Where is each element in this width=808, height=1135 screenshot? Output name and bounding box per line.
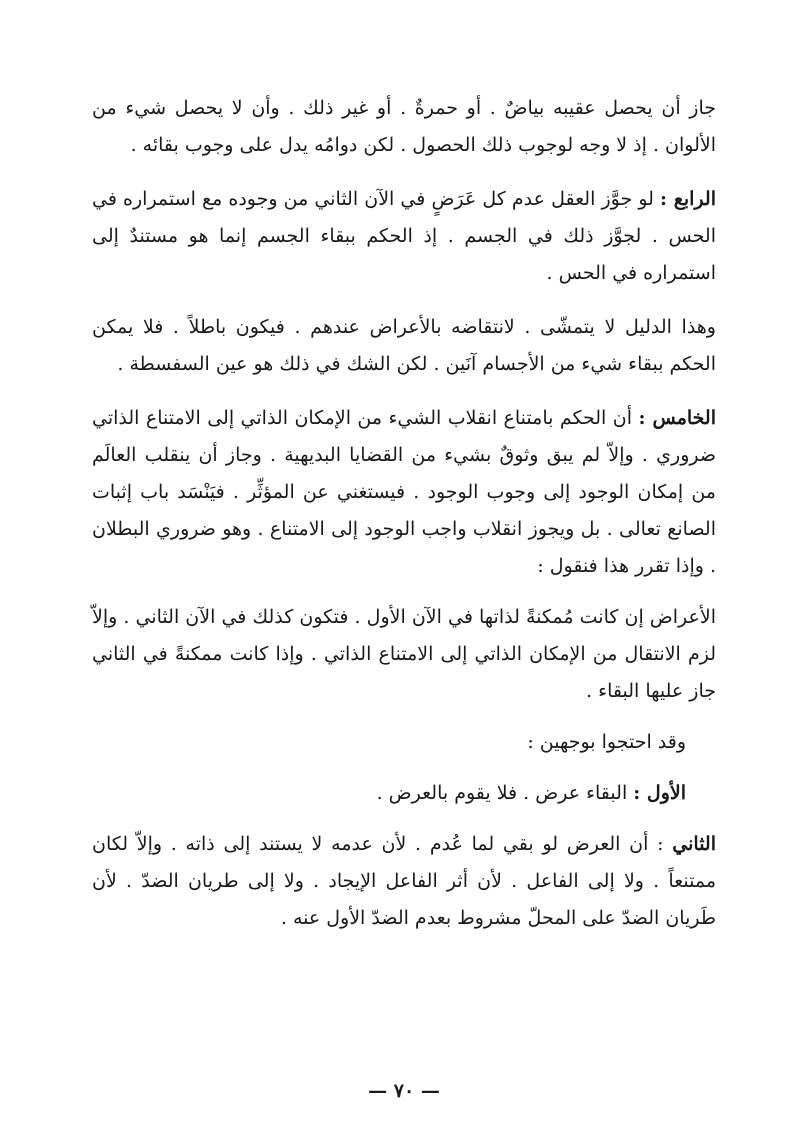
paragraph-4-text: أن الحكم بامتناع انقلاب الشيء من الإمكان الذاتي إلى الامتناع الذاتي ضروري . وإلاّ لم يبق وثوقٌ بشيء من القضايا البديهية . وجاز أن ينقلب العالَم من إمكان الوجود إلى وجوب الوجود . فيستغني عن المؤثِّر . فيَنْسَد باب إثبات الصانع تعالى . بل ويجوز انقلاب واجب الوجود إلى الامتناع . وهو ضروري البطلان . وإذا تقرر هذا فنقول :	[92, 407, 716, 577]
paragraph-8-text: : أن العرض لو بقي لما عُدم . لأن عدمه لا يستند إلى ذاته . وإلاّ لكان ممتنعاً . ولا إلى الفاعل . لأن أثر الفاعل الإيجاد . ولا إلى طريان الضدّ . لأن طَريان الضدّ على المحلّ مشروط بعدم الضدّ الأول عنه .	[92, 833, 716, 929]
paragraph-3-text: وهذا الدليل لا يتمشّى . لانتقاضه بالأعراض عندهم . فيكون باطلاً . فلا يمكن الحكم ببقاء شيء من الأجسام آنَين . لكن الشك في ذلك هو عين السفسطة .	[92, 316, 716, 375]
paragraph-5-text: الأعراض إن كانت مُمكنةً لذاتها في الآن الأول . فتكون كذلك في الآن الثاني . وإلاّ لزم الانتقال من الإمكان الذاتي إلى الامتناع الذاتي . وإذا كانت ممكنةً في الثاني جاز عليها البقاء .	[92, 606, 716, 702]
paragraph-2-text: لو جوَّز العقل عدم كل عَرَضٍ في الآن الثاني من وجوده مع استمراره في الحس . لجوَّز ذلك في الجسم . إذ الحكم ببقاء الجسم إنما هو مستندٌ إلى استمراره في الحس .	[92, 188, 716, 284]
paragraph-6	[92, 724, 716, 761]
paragraph-2	[92, 181, 716, 292]
page-number: — ٧٠ —	[368, 1080, 440, 1102]
paragraph-6-text: وقد احتجوا بوجهين :	[527, 731, 686, 753]
paragraph-7	[92, 775, 716, 812]
paragraph-1-text: جاز أن يحصل عقيبه بياضٌ . أو حمرةٌ . أو غير ذلك . وأن لا يحصل شيء من الألوان . إذ لا وجه لوجوب ذلك الحصول . لكن دوامُه يدل على وجوب بقائه .	[92, 97, 716, 156]
paragraph-1	[92, 90, 716, 164]
paragraph-7-lead: الأول :	[633, 782, 686, 804]
paragraph-3	[92, 309, 716, 383]
paragraph-7-text: البقاء عرض . فلا يقوم بالعرض .	[376, 782, 634, 804]
paragraph-2-lead: الرابع :	[660, 188, 716, 210]
paragraph-8-lead: الثاني	[672, 833, 716, 855]
page-body	[92, 90, 716, 954]
paragraph-4	[92, 400, 716, 585]
paragraph-8	[92, 826, 716, 937]
paragraph-4-lead: الخامس :	[638, 407, 716, 429]
paragraph-5	[92, 599, 716, 710]
